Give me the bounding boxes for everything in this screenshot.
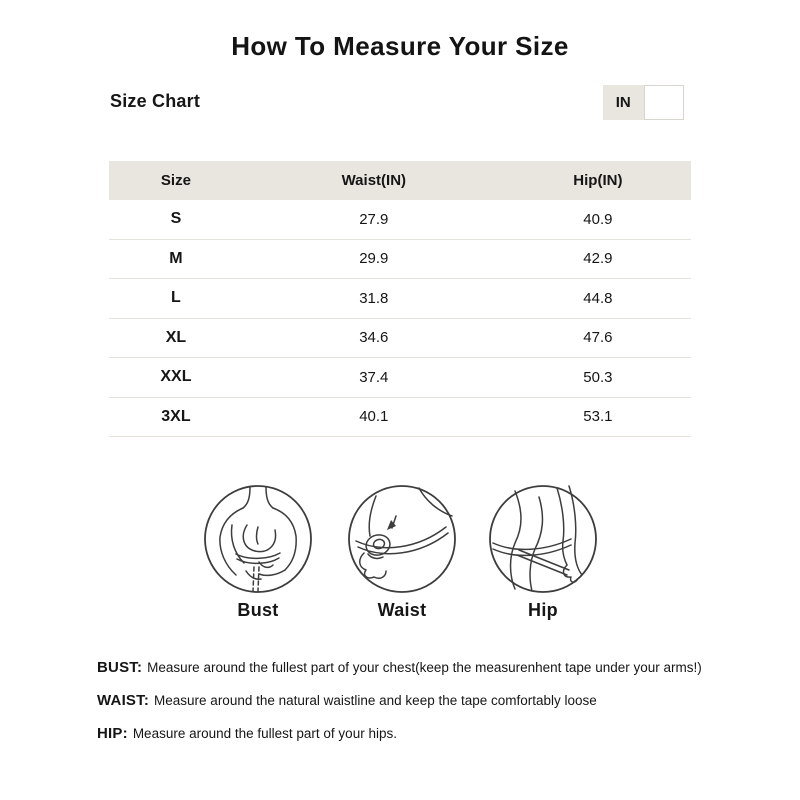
hip-cell: 53.1: [583, 408, 613, 426]
waist-measure-icon: [346, 483, 458, 595]
table-row: [109, 319, 691, 359]
unit-toggle-inactive-option[interactable]: [644, 85, 685, 120]
hip-measure-icon: [487, 483, 599, 595]
table-row: [109, 398, 691, 438]
waist-cell: 27.9: [359, 210, 389, 228]
size-table-header-row: [109, 161, 691, 200]
waist-cell: 34.6: [359, 329, 389, 347]
size-cell: XXL: [160, 368, 192, 386]
size-cell: S: [170, 210, 182, 228]
hip-instruction-text: Measure around the fullest part of your hips.: [132, 726, 397, 741]
unit-toggle-in-option[interactable]: IN: [603, 85, 644, 120]
bust-figure-label: Bust: [237, 600, 279, 620]
unit-toggle[interactable]: [603, 85, 684, 120]
page-title: How To Measure Your Size: [231, 31, 569, 61]
hip-cell: 50.3: [583, 368, 613, 386]
waist-instruction-text: Measure around the natural waistline and keep the tape comfortably loose: [154, 693, 597, 708]
waist-cell: 31.8: [359, 289, 389, 307]
bust-instruction-text: Measure around the fullest part of your chest(keep the measurenhent tape under your arms!): [147, 660, 702, 675]
hip-cell: 44.8: [583, 289, 613, 307]
bust-measure-icon: [202, 483, 314, 595]
size-cell: XL: [165, 328, 187, 346]
column-header-size: Size: [160, 172, 191, 189]
table-row: [109, 358, 691, 398]
size-chart-heading: Size Chart: [110, 91, 201, 111]
column-header-hip: Hip(IN): [573, 172, 623, 189]
size-cell: M: [169, 249, 183, 267]
waist-cell: 29.9: [359, 250, 389, 268]
table-row: [109, 200, 691, 240]
size-cell: L: [171, 289, 181, 307]
waist-cell: 37.4: [359, 368, 389, 386]
bust-instruction-label: BUST:: [97, 659, 143, 676]
hip-cell: 42.9: [583, 250, 613, 268]
hip-figure: [473, 483, 613, 621]
hip-instruction: [97, 725, 757, 743]
table-row: [109, 240, 691, 280]
bust-figure: [188, 483, 328, 621]
waist-figure: [332, 483, 472, 621]
waist-cell: 40.1: [359, 408, 389, 426]
size-cell: 3XL: [161, 407, 191, 425]
hip-cell: 47.6: [583, 329, 613, 347]
waist-figure-label: Waist: [377, 600, 427, 620]
column-header-waist: Waist(IN): [341, 172, 407, 189]
waist-instruction-label: WAIST:: [97, 692, 150, 709]
hip-cell: 40.9: [583, 210, 613, 228]
waist-instruction: [97, 692, 757, 710]
bust-instruction: [97, 659, 757, 677]
hip-figure-label: Hip: [528, 600, 558, 620]
table-row: [109, 279, 691, 319]
hip-instruction-label: HIP:: [97, 725, 128, 742]
size-table: [109, 161, 691, 437]
